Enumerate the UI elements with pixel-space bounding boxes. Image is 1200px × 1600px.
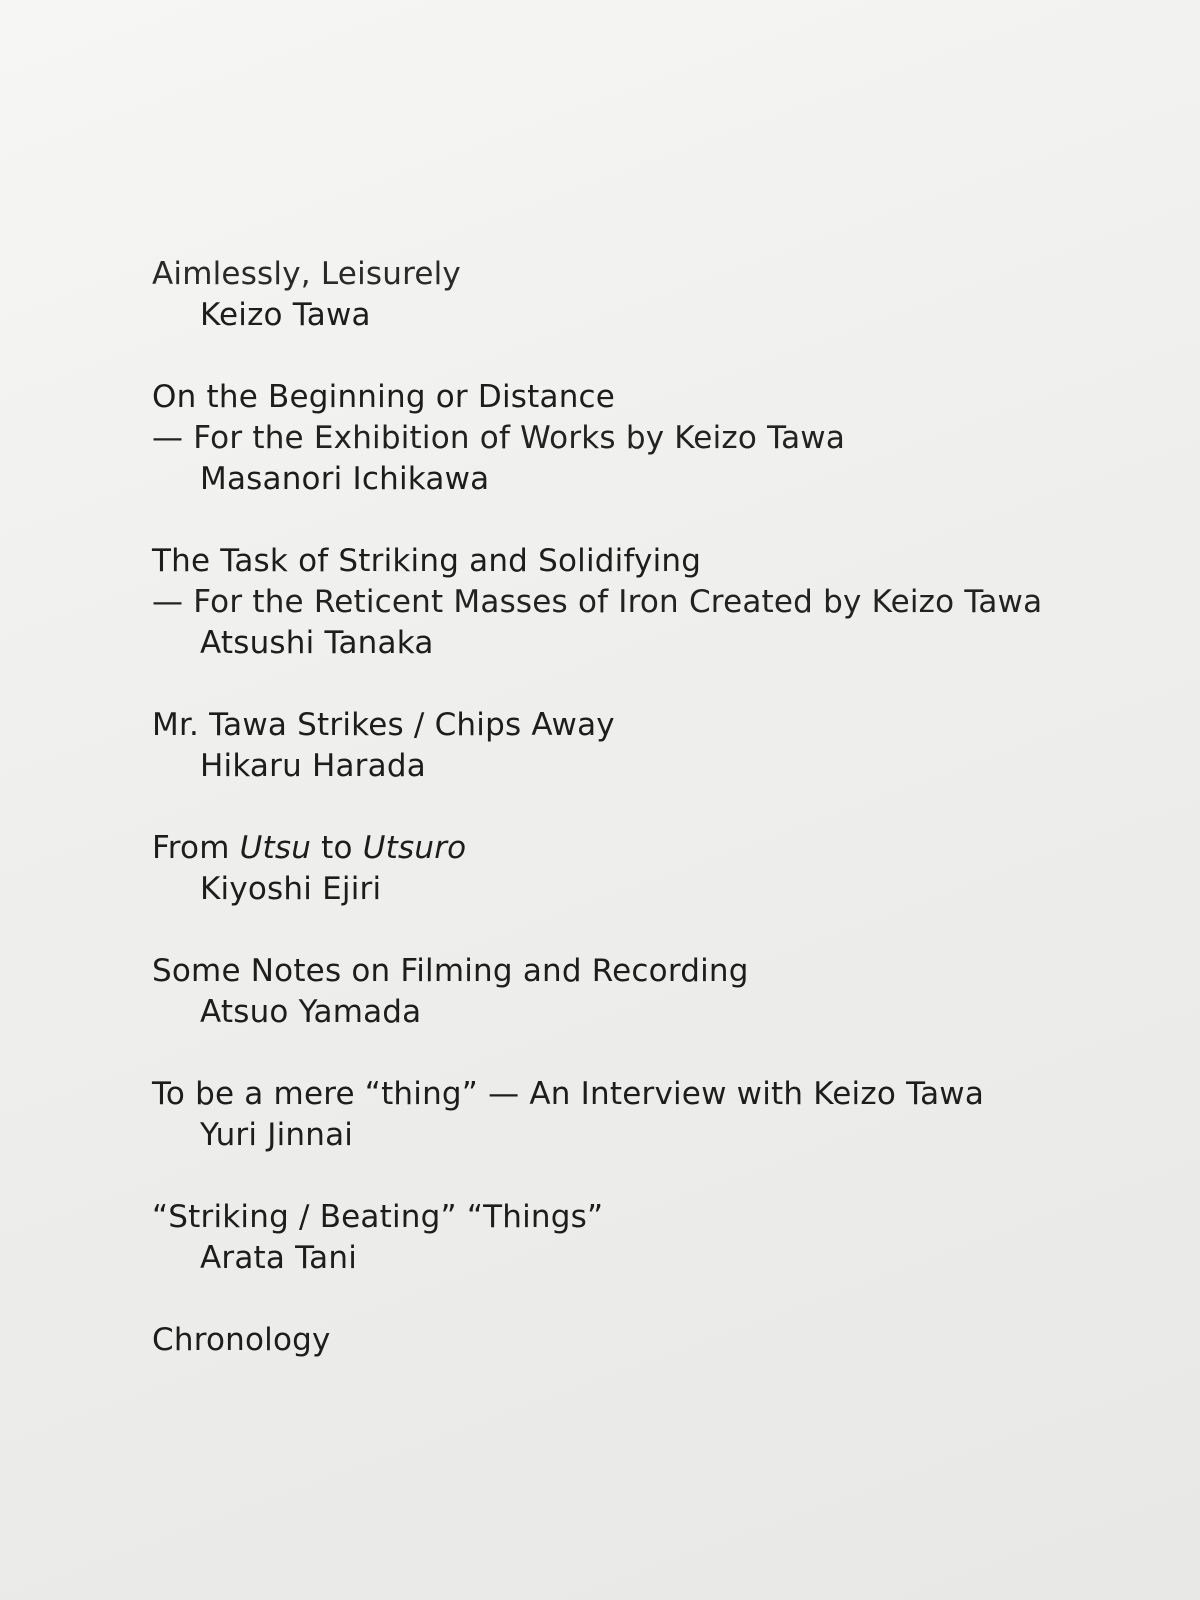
toc-entry: [152, 951, 1132, 1033]
table-of-contents: [152, 254, 1132, 1402]
toc-entry: [152, 1197, 1132, 1279]
entry-subtitle: — For the Exhibition of Works by Keizo Tawa: [152, 420, 846, 456]
toc-entry: [152, 1074, 1132, 1156]
entry-author: Kiyoshi Ejiri: [200, 871, 382, 907]
entry-title-text: to: [311, 830, 363, 866]
entry-title-italic: Utsuro: [362, 830, 467, 866]
entry-subtitle: — For the Reticent Masses of Iron Created by Keizo Tawa: [152, 584, 1043, 620]
entry-author: Yuri Jinnai: [200, 1117, 354, 1153]
entry-title: Mr. Tawa Strikes / Chips Away: [152, 707, 615, 743]
entry-author: Atsuo Yamada: [200, 994, 422, 1030]
entry-title: [152, 828, 1132, 869]
entry-author: Arata Tani: [200, 1240, 358, 1276]
entry-title-text: From: [152, 830, 240, 866]
entry-title: Chronology: [152, 1322, 331, 1358]
toc-entry: [152, 828, 1132, 910]
entry-author: Atsushi Tanaka: [200, 625, 434, 661]
entry-title: To be a mere “thing” — An Interview with Keizo Tawa: [152, 1076, 985, 1112]
entry-title: On the Beginning or Distance: [152, 379, 616, 415]
toc-entry: [152, 541, 1132, 664]
entry-author: Keizo Tawa: [200, 297, 371, 333]
entry-title: Aimlessly, Leisurely: [152, 256, 461, 292]
entry-author: Hikaru Harada: [200, 748, 426, 784]
entry-author: Masanori Ichikawa: [200, 461, 490, 497]
entry-title-italic: Utsu: [239, 830, 312, 866]
toc-entry: [152, 1320, 1132, 1361]
entry-title: Some Notes on Filming and Recording: [152, 953, 749, 989]
toc-entry: [152, 377, 1132, 500]
toc-entry: [152, 254, 1132, 336]
entry-title: “Striking / Beating” “Things”: [152, 1199, 604, 1235]
toc-entry: [152, 705, 1132, 787]
entry-title: The Task of Striking and Solidifying: [152, 543, 702, 579]
